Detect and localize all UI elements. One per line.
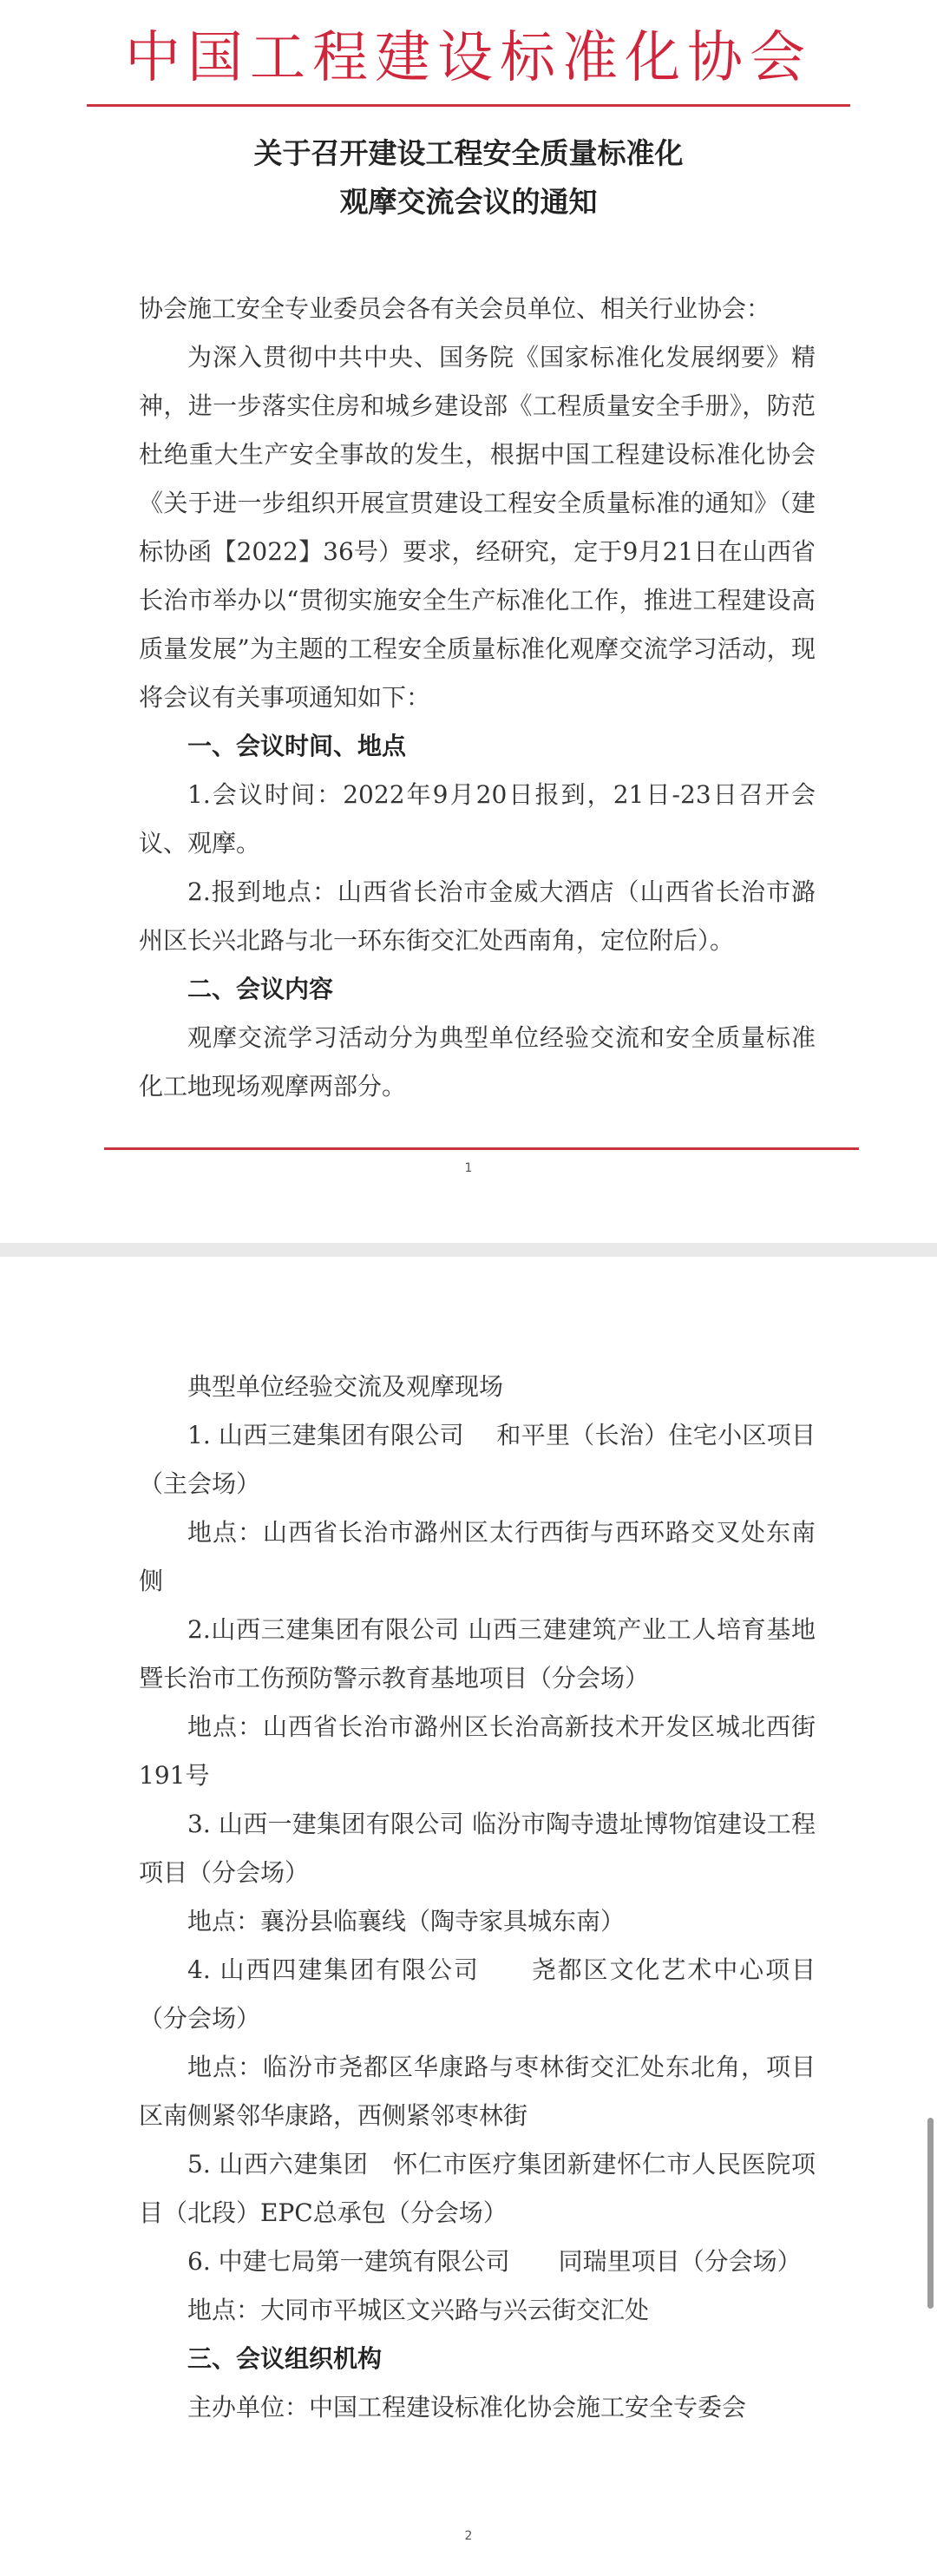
site-1-location: 地点：山西省长治市潞州区太行西街与西环路交叉处东南侧 [139,1518,816,1595]
page-number-1: 1 [464,1161,473,1175]
section-2-text: 观摩交流学习活动分为典型单位经验交流和安全质量标准化工地现场观摩两部分。 [139,1023,816,1101]
intro-paragraph: 为深入贯彻中共中央、国务院《国家标准化发展纲要》精神，进一步落实住房和城乡建设部《工程质量安全手册》，防范杜绝重大生产安全事故的发生，根据中国工程建设标准化协会《关于进一步组织开展宣贯建设工程安全质量标准的通知》（建标协函【2022】36号）要求，经研究，定于9月21日在山西省长治市举办以“贯彻实施安全生产标准化工作，推进工程建设高质量发展”为主题的工程安全质量标准化观摩交流学习活动，现将会议有关事项通知如下： [139,343,816,712]
site-4: 4. 山西四建集团有限公司 尧都区文化艺术中心项目（分会场） [139,1955,816,2033]
site-4-location: 地点：临汾市尧都区华康路与枣林街交汇处东北角，项目区南侧紧邻华康路，西侧紧邻枣林街 [139,2053,816,2130]
notice-title-line-2: 观摩交流会议的通知 [339,185,598,219]
site-6: 6. 中建七局第一建筑有限公司 同瑞里项目（分会场） [187,2247,802,2276]
site-3-location: 地点：襄汾县临襄线（陶寺家具城东南） [187,1907,626,1935]
page-separator [0,1243,937,1257]
site-1: 1. 山西三建集团有限公司 和平里（长治）住宅小区项目（主会场） [139,1421,816,1498]
page-number-2: 2 [464,2529,473,2543]
section-1-heading: 一、会议时间、地点 [187,732,407,760]
meeting-time: 1.会议时间：2022年9月20日报到，21日-23日召开会议、观摩。 [139,780,816,858]
addressee: 协会施工安全专业委员会各有关会员单位、相关行业协会： [139,294,771,323]
sites-heading: 典型单位经验交流及观摩现场 [187,1372,504,1401]
organizer: 主办单位：中国工程建设标准化协会施工安全专委会 [187,2393,747,2422]
document-page-1 [0,0,937,1243]
notice-title-line-1: 关于召开建设工程安全质量标准化 [253,136,684,170]
document-page-2 [0,1257,937,2576]
registration-location: 2.报到地点：山西省长治市金威大酒店（山西省长治市潞州区长兴北路与北一环东街交汇处西南角，定位附后）。 [139,877,816,955]
footer-red-rule [104,1147,859,1150]
scrollbar-thumb[interactable] [927,2118,934,2309]
site-5: 5. 山西六建集团 怀仁市医疗集团新建怀仁市人民医院项目（北段）EPC总承包（分会场） [139,2150,816,2227]
site-3: 3. 山西一建集团有限公司 临汾市陶寺遗址博物馆建设工程项目（分会场） [139,1810,816,1887]
site-2: 2.山西三建集团有限公司 山西三建建筑产业工人培育基地暨长治市工伤预防警示教育基地项目（分会场） [139,1615,816,1692]
section-3-heading: 三、会议组织机构 [187,2344,383,2373]
letterhead-title: 中国工程建设标准化协会 [125,26,812,90]
site-6-location: 地点：大同市平城区文兴路与兴云街交汇处 [187,2296,650,2324]
section-2-heading: 二、会议内容 [187,975,334,1003]
letterhead-red-rule [87,104,850,107]
site-2-location: 地点：山西省长治市潞州区长治高新技术开发区城北西街191号 [139,1712,816,1790]
